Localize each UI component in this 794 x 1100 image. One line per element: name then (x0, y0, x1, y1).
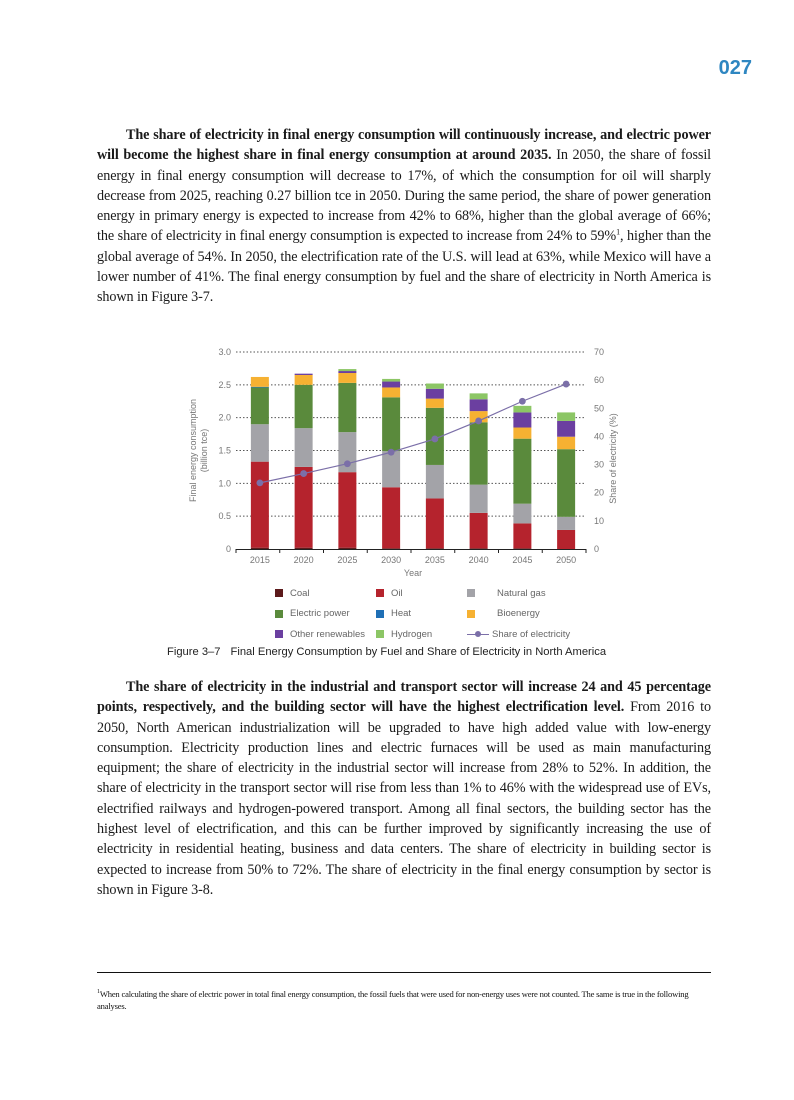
bar-segment-coal-2045 (513, 548, 531, 549)
y2-tick-label: 70 (594, 347, 605, 357)
legend-label: Oil (391, 587, 403, 599)
y2-tick-label: 50 (594, 403, 605, 414)
footnote-reference[interactable]: 1 (616, 227, 620, 237)
paragraph-lead-bold: The share of electricity in the industrial and transport sector will increase 24 and 45 percentage points, respectively, and the building sector will have the highest electrification level. (97, 679, 711, 716)
x-tick-label: 2040 (468, 555, 489, 565)
legend-row (275, 583, 615, 604)
y-tick-label: 2.0 (218, 412, 231, 423)
paragraph-electricity-share (97, 125, 711, 308)
legend-item-oil (376, 588, 467, 599)
bar-segment-electric-power-2040 (470, 422, 488, 484)
bar-segment-coal-2025 (338, 548, 356, 549)
bar-segment-electric-power-2050 (557, 449, 575, 517)
legend-item-heat (376, 608, 467, 619)
bar-segment-hydrogen-2030 (382, 379, 400, 382)
bar-segment-natural-gas-2045 (513, 504, 531, 524)
x-tick-label: 2045 (512, 555, 533, 565)
y-tick-label: 0.5 (218, 511, 231, 522)
y2-tick-label: 30 (594, 459, 605, 470)
legend-swatch-hydrogen (376, 630, 384, 638)
bar-segment-natural-gas-2035 (426, 465, 444, 498)
bar-segment-natural-gas-2030 (382, 451, 400, 487)
legend-label: Heat (391, 608, 412, 620)
bar-segment-bioenergy-2020 (295, 375, 313, 385)
y2-tick-label: 20 (594, 487, 605, 498)
x-tick-label: 2035 (424, 555, 445, 565)
y-tick-label: 3.0 (218, 347, 231, 357)
y-tick-label: 0 (225, 544, 231, 554)
bar-segment-hydrogen-2050 (557, 412, 575, 421)
footnote (97, 986, 713, 1012)
legend-item-other-renewables (275, 629, 376, 640)
bar-segment-hydrogen-2045 (513, 406, 531, 413)
bar-segment-oil-2015 (251, 462, 269, 548)
figure-3-7-chart (160, 335, 650, 645)
bar-segment-coal-2015 (251, 548, 269, 549)
y2-tick-label: 60 (594, 375, 605, 386)
bar-segment-coal-2035 (426, 548, 444, 549)
bar-segment-other-renewables-2020 (295, 374, 313, 375)
bar-segment-bioenergy-2025 (338, 373, 356, 383)
legend-item-share-of-electricity (467, 629, 607, 640)
y-axis-title-line1: Final energy consumption (188, 398, 198, 503)
bar-segment-other-renewables-2025 (338, 371, 356, 373)
paragraph-sector-electrification (97, 677, 711, 900)
share-point-2015 (256, 479, 263, 486)
x-tick-label: 2050 (556, 555, 577, 565)
share-point-2050 (563, 381, 570, 388)
paragraph-body-continued: , higher than the global average of 54%. In 2050, the electrification rate of the U.S. will lead at 63%, while Mexico will have a lower number of 41%. The final energy consumption by fuel and the share of electricity in North America is shown in Figure 3-7. (97, 228, 711, 306)
legend-swatch-electric-power (275, 610, 283, 618)
legend-row (275, 604, 615, 625)
bar-segment-natural-gas-2015 (251, 424, 269, 461)
x-tick-label: 2025 (337, 555, 358, 565)
bar-segment-electric-power-2015 (251, 387, 269, 424)
bar-segment-oil-2045 (513, 523, 531, 548)
legend-label: Electric power (290, 608, 350, 620)
legend-swatch-oil (376, 589, 384, 597)
figure-caption (167, 646, 606, 658)
paragraph-lead-bold: The share of electricity in final energy consumption will continuously increase, and electric power will become the highest share in final energy consumption at around 2035. (97, 127, 711, 164)
paragraph-body: From 2016 to 2050, North American industrialization will be upgraded to have high added value with low-energy consumption. Electricity production lines and electric furnaces will be used as main manufacturing equipment; the share of electricity in the industrial sector will increase from 28% to 52%. In addition, the share of electricity in the transport sector will rise from less than 1% to 46% with the widespread use of EVs, electrified railways and hydrogen-powered transport. Among all final sectors, the building sector has the highest level of electrification, and this can be further improved by significantly increasing the use of electricity in residential heating, business and data centers. The share of electricity in building sector is expected to increase from 50% to 72%. The share of electricity in the final energy consumption by sector is shown in Figure 3-8. (97, 699, 712, 898)
footnote-divider (97, 972, 711, 973)
legend-label: Natural gas (497, 587, 546, 599)
bar-segment-hydrogen-2025 (338, 369, 356, 371)
legend-label: Bioenergy (497, 608, 540, 620)
bar-segment-oil-2020 (295, 467, 313, 548)
bar-segment-coal-2040 (470, 548, 488, 549)
bar-segment-electric-power-2045 (513, 439, 531, 504)
bar-segment-heat-2015 (251, 387, 269, 388)
paragraph-body: In 2050, the share of fossil energy in final energy consumption will decrease to 17%, of which the consumption for oil will sharply decrease from 2025, reaching 0.27 billion tce in 2050. During the same period, the share of power generation energy in primary energy is expected to increase from 42% to 68%, higher than the global average of 66%; the share of electricity in final energy consumption is expected to increase from 24% to 59% (97, 147, 712, 245)
bar-segment-oil-2030 (382, 487, 400, 548)
x-tick-label: 2020 (293, 555, 314, 565)
y2-tick-label: 0 (594, 544, 600, 554)
bar-segment-bioenergy-2050 (557, 437, 575, 449)
x-tick-label: 2015 (249, 555, 270, 565)
legend-item-coal (275, 588, 376, 599)
legend-line-marker-icon (467, 630, 489, 638)
bar-segment-oil-2035 (426, 498, 444, 548)
bar-segment-electric-power-2020 (295, 385, 313, 428)
figure-label: Figure 3–7 (167, 646, 221, 658)
share-point-2030 (388, 449, 395, 456)
bar-segment-bioenergy-2035 (426, 399, 444, 408)
bar-segment-natural-gas-2020 (295, 428, 313, 467)
bar-segment-coal-2030 (382, 548, 400, 549)
bar-segment-bioenergy-2030 (382, 387, 400, 397)
share-point-2040 (475, 418, 482, 425)
bar-segment-bioenergy-2045 (513, 428, 531, 439)
axes (218, 347, 604, 565)
share-point-2035 (431, 436, 438, 443)
bar-segment-natural-gas-2040 (470, 485, 488, 513)
y2-tick-label: 10 (594, 515, 605, 526)
x-axis-title: Year (403, 568, 423, 578)
bar-segment-other-renewables-2030 (382, 382, 400, 388)
y2-tick-label: 40 (594, 431, 605, 442)
bar-segment-bioenergy-2015 (251, 377, 269, 387)
bar-segment-other-renewables-2045 (513, 412, 531, 427)
bar-segment-oil-2025 (338, 472, 356, 548)
bar-segment-hydrogen-2040 (470, 393, 488, 399)
bar-segment-electric-power-2030 (382, 397, 400, 451)
stacked-bars (251, 369, 575, 549)
y-tick-label: 1.5 (218, 445, 231, 456)
chart-canvas (160, 335, 650, 585)
bar-segment-oil-2040 (470, 513, 488, 548)
share-point-2045 (519, 398, 526, 405)
y-axis-title-line2: (billion tce) (199, 428, 209, 473)
bar-segment-natural-gas-2050 (557, 517, 575, 530)
legend-swatch-heat (376, 610, 384, 618)
legend-label: Share of electricity (492, 628, 571, 640)
legend-label: Hydrogen (391, 628, 433, 640)
legend-item-hydrogen (376, 629, 467, 640)
legend-swatch-other-renewables (275, 630, 283, 638)
legend-row (275, 624, 615, 645)
legend-swatch-coal (275, 589, 283, 597)
footnote-text: When calculating the share of electric power in total final energy consumption, the fossil fuels that were used for non-energy uses were not counted. The same is true in the following analyses. (97, 988, 689, 1011)
legend-swatch-natural-gas (467, 589, 475, 597)
legend-label: Coal (290, 587, 310, 599)
bar-segment-other-renewables-2050 (557, 421, 575, 437)
legend-item-natural-gas (467, 588, 607, 599)
legend-label: Other renewables (290, 628, 365, 640)
y-tick-label: 2.5 (218, 379, 231, 390)
x-tick-label: 2030 (381, 555, 402, 565)
page-number: 027 (718, 57, 752, 79)
bar-segment-other-renewables-2035 (426, 389, 444, 399)
share-point-2020 (300, 470, 307, 477)
grid-lines (236, 352, 586, 516)
share-point-2025 (344, 460, 351, 467)
bar-segment-hydrogen-2035 (426, 384, 444, 389)
y2-axis-title: Share of electricity (%) (608, 413, 618, 504)
y-tick-label: 1.0 (218, 478, 231, 489)
bar-segment-other-renewables-2040 (470, 399, 488, 411)
figure-title: Final Energy Consumption by Fuel and Share of Electricity in North America (230, 646, 607, 658)
legend-item-electric-power (275, 608, 376, 619)
legend-swatch-bioenergy (467, 610, 475, 618)
bar-segment-oil-2050 (557, 530, 575, 549)
chart-legend (275, 583, 615, 645)
legend-item-bioenergy (467, 608, 607, 619)
footnote-marker: 1 (97, 989, 100, 995)
bar-segment-electric-power-2025 (338, 383, 356, 432)
bar-segment-coal-2020 (295, 548, 313, 549)
